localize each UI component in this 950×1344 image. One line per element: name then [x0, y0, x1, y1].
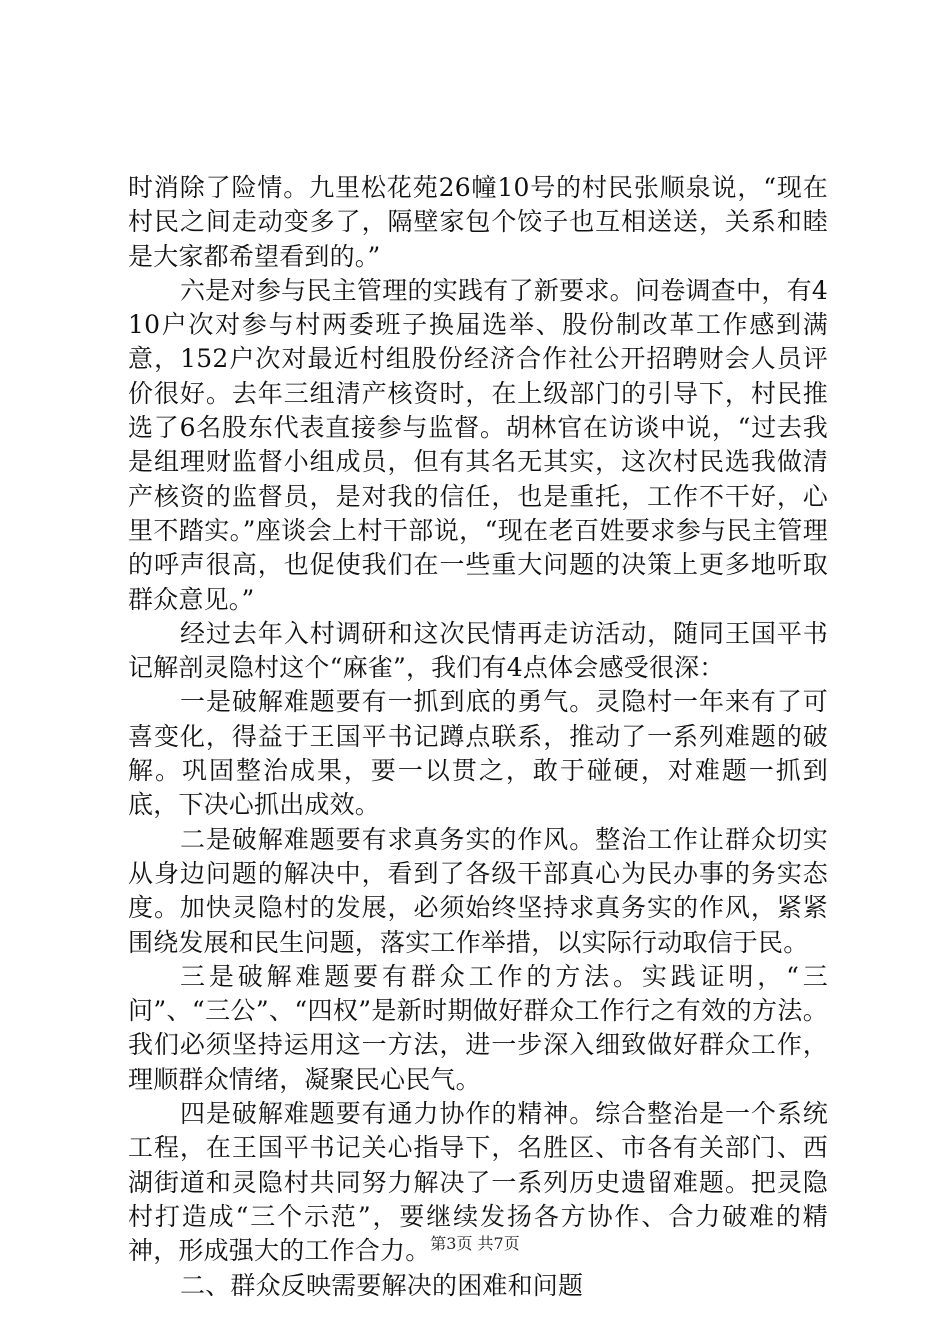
section-heading-problems: 二、群众反映需要解决的困难和问题	[180, 1270, 584, 1300]
paragraph-lesson-one: 一是破解难题要有一抓到底的勇气。灵隐村一年来有了可喜变化，得益于王国平书记蹲点联系，推动了一系列难题的破解。巩固整治成果，要一以贯之，敢于碰硬，对难题一抓到底，下决心抓出成效。	[128, 687, 828, 820]
paragraph-point-six: 六是对参与民主管理的实践有了新要求。问卷调查中，有410户次对参与村两委班子换届选举、股份制改革工作感到满意，152户次对最近村组股份经济合作社公开招聘财会人员评价很好。去年三组清产核资时，在上级部门的引导下，村民推选了6名股东代表直接参与监督。胡林官在访谈中说，“过去我是组理财监督小组成员，但有其名无其实，这次村民选我做清产核资的监督员，是对我的信任，也是重托，工作不干好，心里不踏实。”座谈会上村干部说，“现在老百姓要求参与民主管理的呼声很高，也促使我们在一些重大问题的决策上更多地听取群众意见。”	[128, 275, 828, 614]
document-body	[128, 171, 828, 1303]
paragraph-experience-intro: 经过去年入村调研和这次民情再走访活动，随同王国平书记解剖灵隐村这个“麻雀”，我们有4点体会感受很深：	[128, 618, 828, 683]
page-footer: 第3页 共7页	[430, 1234, 520, 1253]
paragraph-lesson-three: 三是破解难题要有群众工作的方法。实践证明，“三问”、“三公”、“四权”是新时期做好群众工作行之有效的方法。我们必须坚持运用这一方法，进一步深入细致做好群众工作，理顺群众情绪，凝聚民心民气。	[128, 961, 828, 1094]
paragraph-lesson-four: 四是破解难题要有通力协作的精神。综合整治是一个系统工程，在王国平书记关心指导下，名胜区、市各有关部门、西湖街道和灵隐村共同努力解决了一系列历史遗留难题。把灵隐村打造成“三个示范”，要继续发扬各方协作、合力破难的精神，形成强大的工作合力。	[128, 1099, 828, 1266]
paragraph-continuation: 时消除了险情。九里松花苑26幢10号的村民张顺泉说，“现在村民之间走动变多了，隔壁家包个饺子也互相送送，关系和睦是大家都希望看到的。”	[128, 173, 828, 271]
paragraph-lesson-two: 二是破解难题要有求真务实的作风。整治工作让群众切实从身边问题的解决中，看到了各级干部真心为民办事的务实态度。加快灵隐村的发展，必须始终坚持求真务实的作风，紧紧围绕发展和民生问题，落实工作举措，以实际行动取信于民。	[128, 824, 828, 957]
